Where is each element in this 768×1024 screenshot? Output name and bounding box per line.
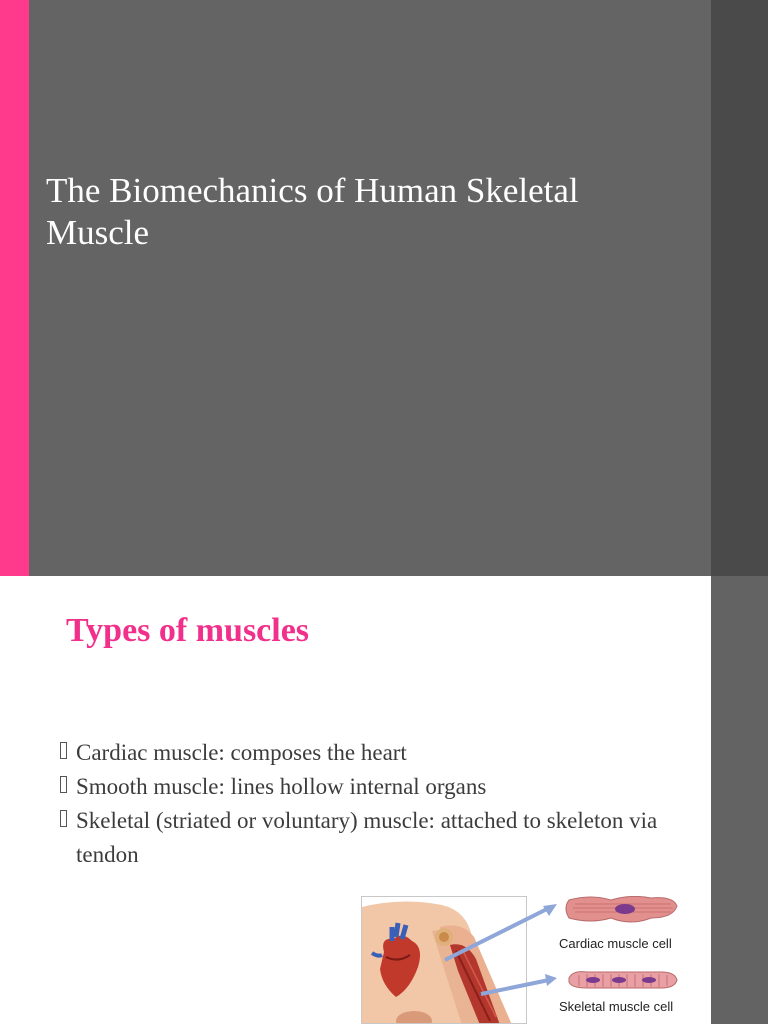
side-bar xyxy=(711,576,768,1024)
slide-heading: Types of muscles xyxy=(66,612,310,649)
accent-bar xyxy=(0,0,29,576)
arrow-to-cardiac xyxy=(445,908,549,960)
muscle-figure xyxy=(361,896,711,1024)
list-item: Skeletal (striated or voluntary) muscle: attached to skeleton via tendon xyxy=(60,804,710,872)
list-item: Smooth muscle: lines hollow internal organs xyxy=(60,770,710,804)
arrow-to-skeletal xyxy=(481,980,549,994)
list-item: Cardiac muscle: composes the heart xyxy=(60,736,710,770)
content-slide xyxy=(0,576,768,1024)
skeletal-cell-icon xyxy=(569,972,677,988)
side-bar xyxy=(711,0,768,576)
skeletal-cell-label: Skeletal muscle cell xyxy=(559,999,674,1014)
cardiac-cell-icon xyxy=(566,896,677,922)
slide-title: The Biomechanics of Human Skeletal Muscle xyxy=(46,171,579,252)
bullet-icon xyxy=(60,776,67,793)
bullet-icon xyxy=(60,742,67,759)
bullet-icon xyxy=(60,810,67,827)
bullet-list xyxy=(60,736,710,872)
cardiac-cell-label: Cardiac muscle cell xyxy=(559,936,672,951)
